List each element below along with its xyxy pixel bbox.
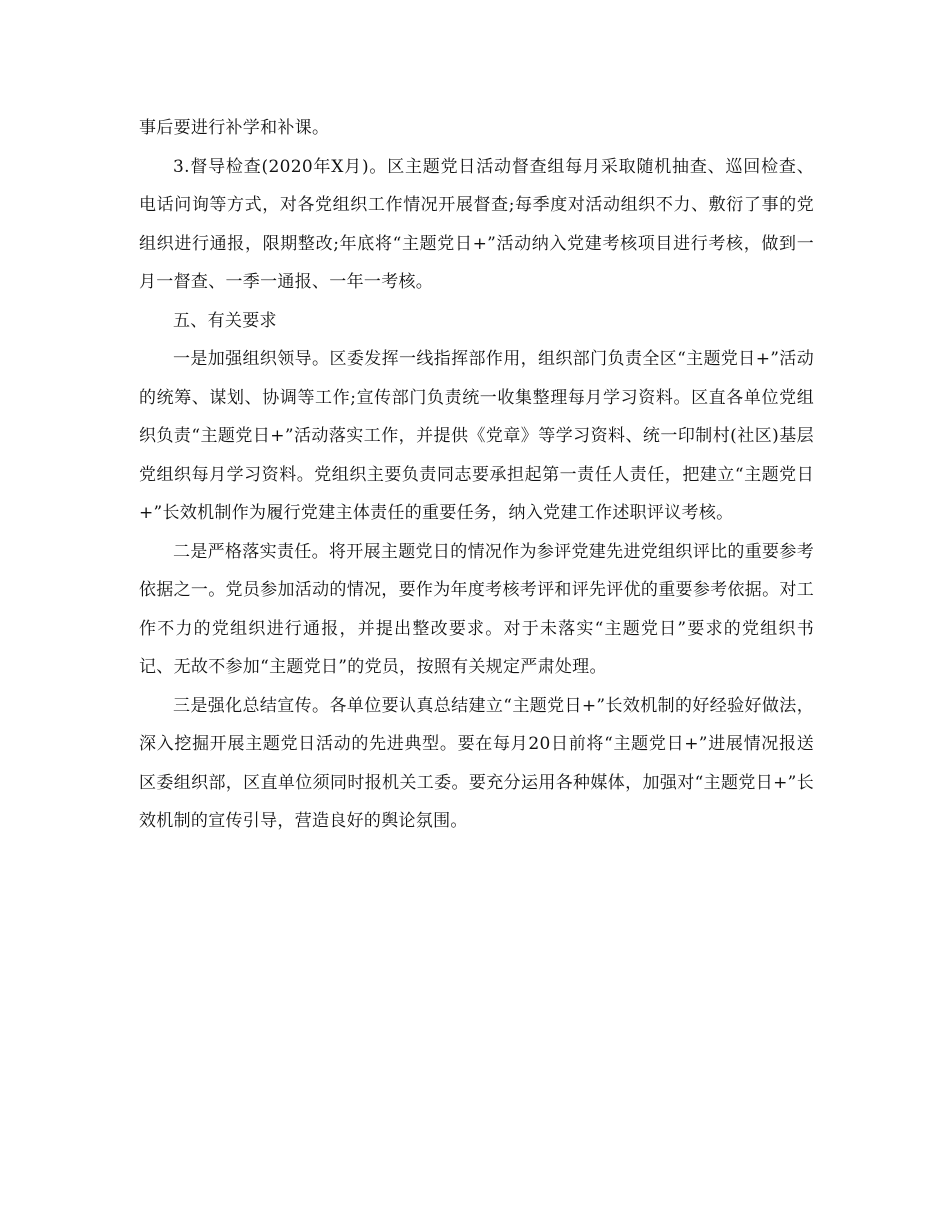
paragraph-implement-responsibility: 二是严格落实责任。将开展主题党日的情况作为参评党建先进党组织评比的重要参考依据之一。党员参加活动的情况，要作为年度考核考评和评先评优的重要参考依据。对工作不力的党组织进行通报，并提出整改要求。对于未落实“主题党日”要求的党组织书记、无故不参加“主题党日”的党员，按照有关规定严肃处理。 [139,541,814,677]
paragraph-continuation: 事后要进行补学和补课。 [139,118,330,138]
document-body [139,109,814,841]
paragraph-summary-publicity: 三是强化总结宣传。各单位要认真总结建立“主题党日+”长效机制的好经验好做法，深入挖掘开展主题党日活动的先进典型。要在每月20日前将“主题党日+”进展情况报送区委组织部，区直单位须同时报机关工委。要充分运用各种媒体，加强对“主题党日+”长效机制的宣传引导，营造良好的舆论氛围。 [139,695,814,831]
paragraph-supervision-inspection: 3.督导检查(2020年X月)。区主题党日活动督查组每月采取随机抽查、巡回检查、电话问询等方式，对各党组织工作情况开展督查;每季度对活动组织不力、敷衍了事的党组织进行通报，限期整改;年底将“主题党日+”活动纳入党建考核项目进行考核，做到一月一督查、一季一通报、一年一考核。 [139,156,814,292]
paragraph-strengthen-leadership: 一是加强组织领导。区委发挥一线指挥部作用，组织部门负责全区“主题党日+”活动的统筹、谋划、协调等工作;宣传部门负责统一收集整理每月学习资料。区直各单位党组织负责“主题党日+”活动落实工作，并提供《党章》等学习资料、统一印制村(社区)基层党组织每月学习资料。党组织主要负责同志要承担起第一责任人责任，把建立“主题党日+”长效机制作为履行党建主体责任的重要任务，纳入党建工作述职评议考核。 [139,349,814,523]
section-heading-requirements: 五、有关要求 [173,310,277,331]
